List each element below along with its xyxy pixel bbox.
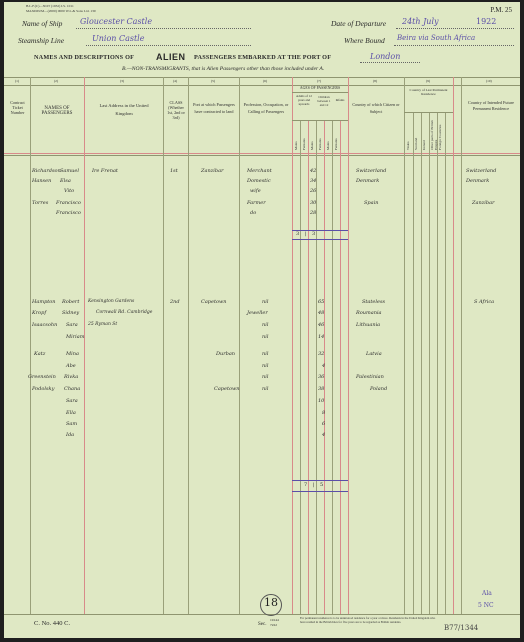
col-head-profession: Profession, Occupation, or Calling of Passengers bbox=[243, 102, 289, 114]
col-divider bbox=[348, 77, 349, 614]
col-head-citizen: Country of which Citizen or Subject bbox=[352, 102, 400, 114]
class: 2nd bbox=[170, 299, 180, 305]
occupation: do bbox=[250, 210, 257, 216]
col-head-ticket: Contract Ticket Number bbox=[10, 100, 25, 115]
given-name: Samuel bbox=[60, 168, 79, 174]
col-head-future: Country of Intended Future Permanent Residence bbox=[468, 100, 514, 111]
printer-line-2: MAXIMUM—(2000) 0000 W.L.& Sons Ltd. 130 bbox=[26, 9, 96, 13]
sheet-number: 18 bbox=[264, 596, 278, 609]
given-name: Ida bbox=[66, 432, 75, 438]
departure-underline bbox=[396, 28, 514, 29]
given-name: Abe bbox=[66, 363, 76, 369]
col-head-names: NAMES OF PASSENGERS bbox=[41, 106, 73, 116]
departure-label: Date of Departure bbox=[331, 19, 387, 28]
surname: Katz bbox=[34, 351, 46, 357]
occupation: wife bbox=[250, 188, 261, 194]
footnote: For permanent residence is to be understood residence for a year or more. Residents in the United Kingdom who have resided in the British Isles for five years are to be regarded as British residents. bbox=[300, 616, 436, 624]
res-head-1: Scotland bbox=[414, 137, 418, 150]
citizen: Poland bbox=[370, 386, 388, 392]
surname: Hampton bbox=[32, 299, 56, 305]
col-divider bbox=[453, 77, 454, 614]
manifest-sheet bbox=[4, 2, 520, 638]
surname: Greenstein bbox=[28, 374, 56, 380]
port: Zanzibar bbox=[201, 168, 224, 174]
col-num-8: (8) bbox=[373, 79, 378, 83]
age-male-head-3: Males bbox=[326, 141, 330, 150]
future-residence: S Africa bbox=[474, 299, 495, 305]
batch-reference: B77/1344 bbox=[444, 624, 479, 632]
col-divider bbox=[163, 77, 164, 614]
col-divider bbox=[404, 77, 405, 614]
column-number-rule bbox=[4, 85, 520, 86]
age-subcol bbox=[316, 120, 317, 614]
age: 34 bbox=[310, 178, 317, 184]
future-residence: Denmark bbox=[466, 178, 490, 184]
steamship-line-value: Union Castle bbox=[92, 34, 145, 43]
age: 30 bbox=[310, 200, 317, 206]
citizen: Lithuania bbox=[356, 322, 381, 328]
printer-line-1: B.L.F.(C)—NOT (1932) I.S. 1011 bbox=[26, 4, 74, 8]
group-2-total-rule-2 bbox=[292, 491, 348, 492]
col-divider bbox=[84, 77, 85, 614]
col-head-class: CLASS (Whether 1st, 2nd or 3rd) bbox=[167, 100, 185, 120]
age: 42 bbox=[310, 168, 317, 174]
col-head-ages: AGES OF PASSENGERS bbox=[299, 86, 341, 90]
form-number: P.M. 25 bbox=[490, 6, 512, 14]
res-subcol bbox=[437, 112, 438, 614]
age: 4 bbox=[322, 432, 326, 438]
class: 1st bbox=[170, 168, 178, 174]
res-subcol bbox=[421, 112, 422, 614]
col-num-10: (10) bbox=[486, 79, 492, 83]
sec-label: Sec. bbox=[258, 622, 267, 627]
col-divider bbox=[292, 77, 293, 614]
given-name: Miriam bbox=[66, 334, 85, 340]
surname: Kropf bbox=[32, 310, 47, 316]
col-divider bbox=[461, 77, 462, 614]
age-female-head-2: Females bbox=[318, 138, 322, 150]
age: 26 bbox=[310, 188, 317, 194]
address: Kensington Gardens bbox=[88, 299, 135, 304]
col-num-5: (5) bbox=[211, 79, 216, 83]
age: 6 bbox=[322, 421, 326, 427]
col-num-6: (6) bbox=[263, 79, 268, 83]
surname: Torres bbox=[32, 200, 49, 206]
port-underline bbox=[360, 62, 420, 63]
form-code: C. No. 440 C. bbox=[34, 620, 71, 627]
group-1-total-rule bbox=[292, 230, 348, 231]
address: Cornwall Rd. Cambridge bbox=[96, 310, 153, 315]
given-name: Robert bbox=[62, 299, 80, 305]
address: Ire Frenat bbox=[92, 168, 118, 174]
res-head-2: Ireland bbox=[422, 140, 426, 150]
subtitle: B.—NON-TRANSMIGRANTS, that is Alien Passengers other than those included under A. bbox=[122, 66, 325, 72]
col-num-4: (4) bbox=[173, 79, 178, 83]
age-female-head-3: Females bbox=[334, 138, 338, 150]
age-children-head: Children between 1 and 12 bbox=[317, 95, 331, 107]
given-name: Chana bbox=[64, 386, 81, 392]
name-of-ship-label: Name of Ship bbox=[22, 19, 63, 28]
group-1-total-rule-2 bbox=[292, 239, 348, 240]
age-male-head-2: Males bbox=[310, 141, 314, 150]
given-name: Vito bbox=[64, 188, 75, 194]
table-top-rule bbox=[4, 77, 520, 78]
given-name: Mina bbox=[66, 351, 79, 357]
given-name: Francisco bbox=[56, 200, 81, 206]
margin-note-2: 5 NC bbox=[478, 602, 494, 609]
departure-value: 24th July bbox=[402, 17, 439, 26]
given-name: Rivka bbox=[64, 374, 79, 380]
col-divider bbox=[30, 77, 31, 614]
departure-year: 1922 bbox=[476, 17, 497, 26]
port: Capetown bbox=[214, 386, 240, 392]
residence-sub-rule bbox=[404, 112, 453, 113]
res-subcol bbox=[445, 112, 446, 614]
steamship-line-label: Steamship Line bbox=[18, 36, 65, 45]
age: 48 bbox=[318, 310, 325, 316]
name-of-ship-value: Gloucester Castle bbox=[80, 17, 153, 26]
citizen: Spain bbox=[364, 200, 379, 206]
citizen: Stateless bbox=[362, 299, 386, 305]
header-bottom-rule bbox=[4, 153, 520, 154]
citizen: Roumania bbox=[356, 310, 382, 316]
col-num-1: (1) bbox=[15, 79, 20, 83]
age: 36 bbox=[318, 374, 325, 380]
group-1-total: 3 | 3 bbox=[296, 231, 318, 237]
ship-underline bbox=[76, 28, 251, 29]
col-num-7: (7) bbox=[317, 79, 322, 83]
age-female-head-1: Females bbox=[302, 138, 306, 150]
where-bound-value: Beira via South Africa bbox=[397, 34, 476, 42]
address: 25 Ryman St bbox=[88, 322, 118, 327]
given-name: Francisco bbox=[56, 210, 81, 216]
age-infants-head: Infants bbox=[335, 98, 345, 102]
group-2-total-rule bbox=[292, 480, 348, 481]
col-num-9: (9) bbox=[426, 79, 431, 83]
col-head-address: Last Address in the United Kingdom bbox=[99, 103, 149, 116]
sec-value-2: 7222 bbox=[270, 623, 277, 627]
col-head-port: Port at which Passengers have contracted to land bbox=[193, 102, 235, 114]
age-male-head-1: Males bbox=[294, 141, 298, 150]
age: 8 bbox=[322, 410, 326, 416]
age: 46 bbox=[318, 322, 325, 328]
future-residence: Zanzibar bbox=[472, 200, 495, 206]
age: 32 bbox=[318, 351, 325, 357]
occupation: Domestic bbox=[247, 178, 271, 184]
col-divider bbox=[188, 77, 189, 614]
given-name: Ella bbox=[66, 410, 76, 416]
where-bound-label: Where Bound bbox=[344, 36, 385, 45]
col-num-3: (3) bbox=[120, 79, 125, 83]
res-head-4: Foreign Countries bbox=[438, 124, 442, 150]
surname: Podolsky bbox=[32, 386, 55, 392]
age: 14 bbox=[318, 334, 325, 340]
col-head-last-residence: Country of Last Permanent Residence bbox=[409, 88, 448, 96]
citizen: Switzerland bbox=[356, 168, 387, 174]
age-subcol bbox=[340, 120, 341, 614]
age: 10 bbox=[318, 398, 325, 404]
occupation: Jeweller bbox=[247, 310, 268, 316]
age-subcol bbox=[332, 120, 333, 614]
occupation: nil bbox=[262, 386, 269, 392]
port: Capetown bbox=[201, 299, 227, 305]
col-divider bbox=[239, 77, 240, 614]
occupation: nil bbox=[262, 363, 269, 369]
age-subcol bbox=[300, 120, 301, 614]
surname: Richardson bbox=[32, 168, 61, 174]
bound-underline bbox=[394, 45, 514, 46]
given-name: Sam bbox=[66, 421, 78, 427]
occupation: nil bbox=[262, 299, 269, 305]
occupation: nil bbox=[262, 322, 269, 328]
age: 4 bbox=[322, 363, 326, 369]
occupation: nil bbox=[262, 334, 269, 340]
margin-note-1: Ala bbox=[482, 590, 492, 597]
surname: Isaacsohn bbox=[32, 322, 58, 328]
age: 38 bbox=[318, 386, 325, 392]
col-num-2: (2) bbox=[54, 79, 59, 83]
title-part-2: PASSENGERS EMBARKED AT THE PORT OF bbox=[194, 54, 332, 61]
port-value: London bbox=[370, 52, 401, 61]
res-subcol bbox=[429, 112, 430, 614]
given-name: Elsa bbox=[60, 178, 71, 184]
res-head-3: Other parts of British Empire bbox=[430, 120, 438, 150]
sec-value: 19144 bbox=[270, 618, 279, 622]
age-subcol bbox=[308, 120, 309, 614]
occupation: nil bbox=[262, 351, 269, 357]
group-2-total: 7 | 5 bbox=[304, 482, 326, 488]
citizen: Latvia bbox=[366, 351, 382, 357]
future-residence: Switzerland bbox=[466, 168, 497, 174]
age-adults-head: Adults of 12 years and upwards bbox=[296, 94, 312, 106]
surname: Hansen bbox=[32, 178, 52, 184]
title-part-1: NAMES AND DESCRIPTIONS OF bbox=[34, 54, 135, 61]
citizen: Denmark bbox=[356, 178, 380, 184]
age: 65 bbox=[318, 299, 325, 305]
age-header-rule bbox=[292, 92, 348, 93]
port: Durban bbox=[216, 351, 236, 357]
given-name: Sara bbox=[66, 398, 78, 404]
age-sub-rule bbox=[292, 120, 348, 121]
title-alien: ALIEN bbox=[156, 52, 186, 62]
occupation: nil bbox=[262, 374, 269, 380]
line-underline bbox=[86, 45, 251, 46]
res-head-0: Wales bbox=[406, 141, 410, 150]
occupation: Farmer bbox=[247, 200, 266, 206]
table-bottom-rule bbox=[4, 614, 520, 615]
citizen: Palestinian bbox=[356, 374, 384, 380]
given-name: Sara bbox=[66, 322, 78, 328]
res-subcol bbox=[413, 112, 414, 614]
occupation: Merchant bbox=[247, 168, 272, 174]
given-name: Sidney bbox=[62, 310, 80, 316]
header-bottom-rule-2 bbox=[4, 155, 520, 156]
age: 28 bbox=[310, 210, 317, 216]
